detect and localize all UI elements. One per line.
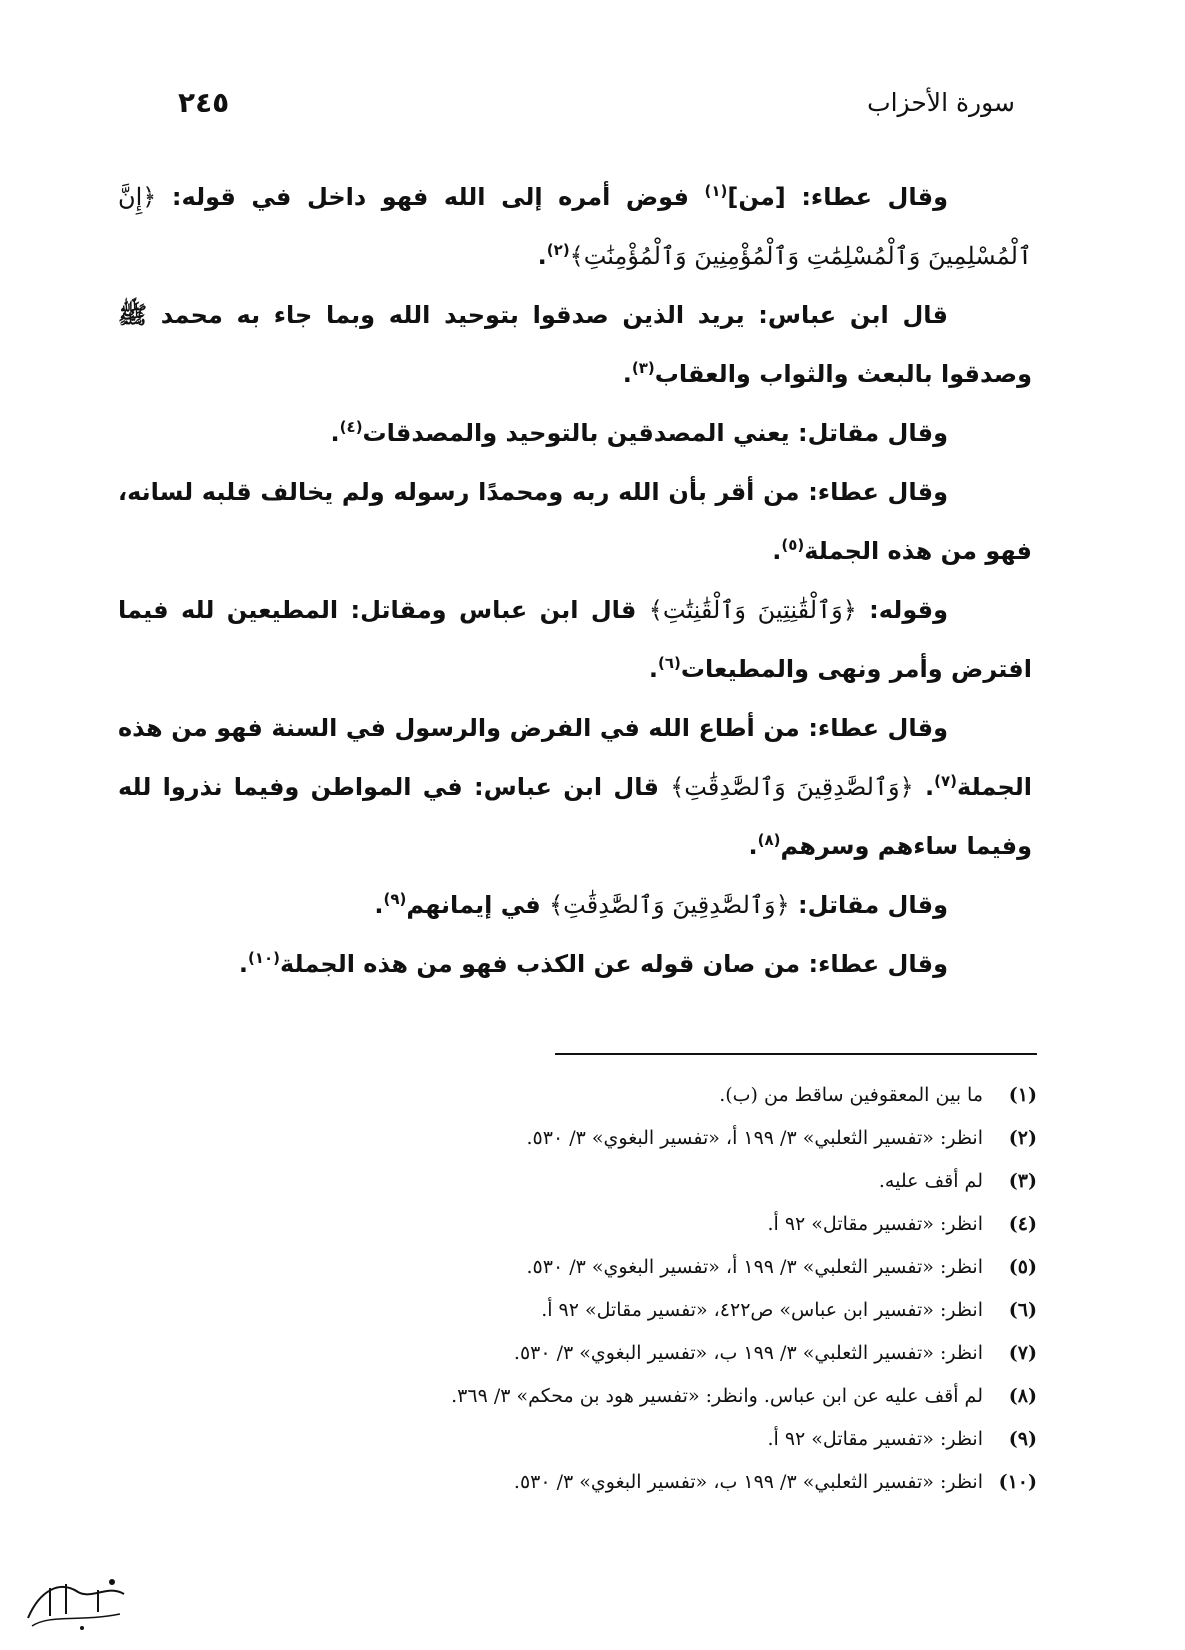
body-paragraph	[118, 168, 1032, 286]
footnote-item	[118, 1160, 1037, 1203]
paragraph-text: .	[913, 773, 935, 801]
footnote-ref: (٦)	[658, 654, 681, 672]
publisher-stamp-logo	[20, 1570, 135, 1636]
paragraph-text: وقال مقاتل: يعني المصدقين بالتوحيد والمصدقات	[362, 419, 948, 447]
footnote-ref: (٣)	[631, 359, 655, 377]
footnote-number: (٧)	[1008, 1342, 1037, 1364]
paragraph-text: وقال عطاء: من أطاع الله في الفرض والرسول في السنة فهو من هذه الجملة	[118, 714, 1032, 801]
paragraph-text: .	[330, 419, 340, 447]
footnote-number: (٦)	[1008, 1299, 1037, 1321]
footnote-text: لم أقف عليه عن ابن عباس. وانظر: «تفسير هود بن محكم» ٣/ ٣٦٩.	[451, 1385, 983, 1407]
footnote-item	[118, 1074, 1037, 1117]
footnote-number: (١٠)	[998, 1471, 1037, 1493]
body-paragraph	[118, 935, 1032, 994]
footnote-number: (٨)	[1008, 1385, 1037, 1407]
footnote-text: انظر: «تفسير مقاتل» ٩٢ أ.	[767, 1213, 983, 1235]
surah-title: سورة الأحزاب	[867, 88, 1015, 117]
paragraph-text: .	[772, 537, 782, 565]
paragraph-text: في إيمانهم	[406, 891, 550, 919]
page-number: ٢٤٥	[178, 86, 230, 119]
paragraph-text: .	[622, 360, 632, 388]
footnotes	[118, 1074, 1037, 1504]
footnote-ref: (٧)	[934, 772, 958, 790]
footnote-item	[118, 1117, 1037, 1160]
footnote-ref: (٩)	[383, 890, 407, 908]
footnote-item	[118, 1246, 1037, 1289]
footnote-number: (٩)	[1008, 1428, 1037, 1450]
body-paragraph	[118, 876, 1032, 935]
paragraph-text: قال ابن عباس: في المواطن وفيما نذروا لله وفيما ساءهم وسرهم	[118, 773, 1032, 860]
footnote-text: ما بين المعقوفين ساقط من (ب).	[719, 1084, 983, 1106]
footnote-ref: (٨)	[757, 831, 781, 849]
quran-verse: ﴿وَٱلْقَٰنِتِينَ وَٱلْقَٰنِتَٰتِ﴾	[648, 596, 857, 624]
footnote-text: لم أقف عليه.	[878, 1170, 983, 1192]
footnote-text: انظر: «تفسير الثعلبي» ٣/ ١٩٩ أ، «تفسير البغوي» ٣/ ٥٣٠.	[526, 1127, 983, 1149]
footnote-item	[118, 1332, 1037, 1375]
footnote-ref: (٢)	[546, 241, 570, 259]
footnote-item	[118, 1418, 1037, 1461]
footnote-ref: (١)	[704, 182, 728, 200]
paragraph-text: وقال عطاء: من صان قوله عن الكذب فهو من هذه الجملة	[279, 950, 948, 978]
footnote-text: انظر: «تفسير ابن عباس» ص٤٢٢، «تفسير مقاتل» ٩٢ أ.	[541, 1299, 983, 1321]
page-header	[170, 88, 1015, 132]
body-paragraph	[118, 699, 1032, 876]
quran-verse: ﴿وَٱلصَّٰدِقِينَ وَٱلصَّٰدِقَٰتِ﴾	[670, 773, 914, 801]
body-paragraph	[118, 581, 1032, 699]
footnote-number: (٣)	[1008, 1170, 1037, 1192]
footnote-item	[118, 1375, 1037, 1418]
body-paragraph	[118, 404, 1032, 463]
footnote-ref: (١٠)	[247, 949, 280, 967]
footnote-text: انظر: «تفسير مقاتل» ٩٢ أ.	[767, 1428, 983, 1450]
paragraph-text: وقال عطاء: [من]	[727, 183, 949, 211]
quran-verse: ﴿وَٱلصَّٰدِقِينَ وَٱلصَّٰدِقَٰتِ﴾	[549, 891, 790, 919]
main-text	[118, 168, 1032, 994]
paragraph-text: وقوله:	[856, 596, 949, 624]
footnote-text: انظر: «تفسير الثعلبي» ٣/ ١٩٩ ب، «تفسير البغوي» ٣/ ٥٣٠.	[513, 1342, 983, 1364]
paragraph-text: .	[537, 242, 547, 270]
footnote-text: انظر: «تفسير الثعلبي» ٣/ ١٩٩ ب، «تفسير البغوي» ٣/ ٥٣٠.	[513, 1471, 983, 1493]
paragraph-text: فوض أمره إلى الله فهو داخل في قوله:	[156, 183, 705, 211]
footnote-text: انظر: «تفسير الثعلبي» ٣/ ١٩٩ أ، «تفسير البغوي» ٣/ ٥٣٠.	[526, 1256, 983, 1278]
paragraph-text: .	[648, 655, 659, 683]
footnote-number: (٢)	[1008, 1127, 1037, 1149]
paragraph-text: وقال عطاء: من أقر بأن الله ربه ومحمدًا رسوله ولم يخالف قلبه لسانه، فهو من هذه الجملة	[118, 478, 1032, 565]
footnote-item	[118, 1461, 1037, 1504]
footnote-separator	[555, 1053, 1037, 1055]
body-paragraph	[118, 463, 1032, 581]
footnote-item	[118, 1203, 1037, 1246]
footnote-number: (٤)	[1008, 1213, 1037, 1235]
paragraph-text: وقال مقاتل:	[789, 891, 948, 919]
footnote-ref: (٤)	[339, 418, 363, 436]
paragraph-text: قال ابن عباس ومقاتل: المطيعين لله فيما افترض وأمر ونهى والمطيعات	[118, 596, 1032, 683]
paragraph-text: قال ابن عباس: يريد الذين صدقوا بتوحيد الله وبما جاء به محمد ﷺ وصدقوا بالبعث والثواب والعقاب	[118, 301, 1032, 388]
paragraph-text: .	[748, 832, 758, 860]
body-paragraph	[118, 286, 1032, 404]
quran-verse: ﴿إِنَّ ٱلْمُسْلِمِينَ وَٱلْمُسْلِمَٰتِ وَٱلْمُؤْمِنِينَ وَٱلْمُؤْمِنَٰتِ﴾	[118, 183, 1032, 270]
paragraph-text: .	[374, 891, 384, 919]
footnote-item	[118, 1289, 1037, 1332]
paragraph-text: .	[238, 950, 248, 978]
footnote-number: (٥)	[1008, 1256, 1037, 1278]
footnote-number: (١)	[1008, 1084, 1037, 1106]
footnote-ref: (٥)	[781, 536, 805, 554]
